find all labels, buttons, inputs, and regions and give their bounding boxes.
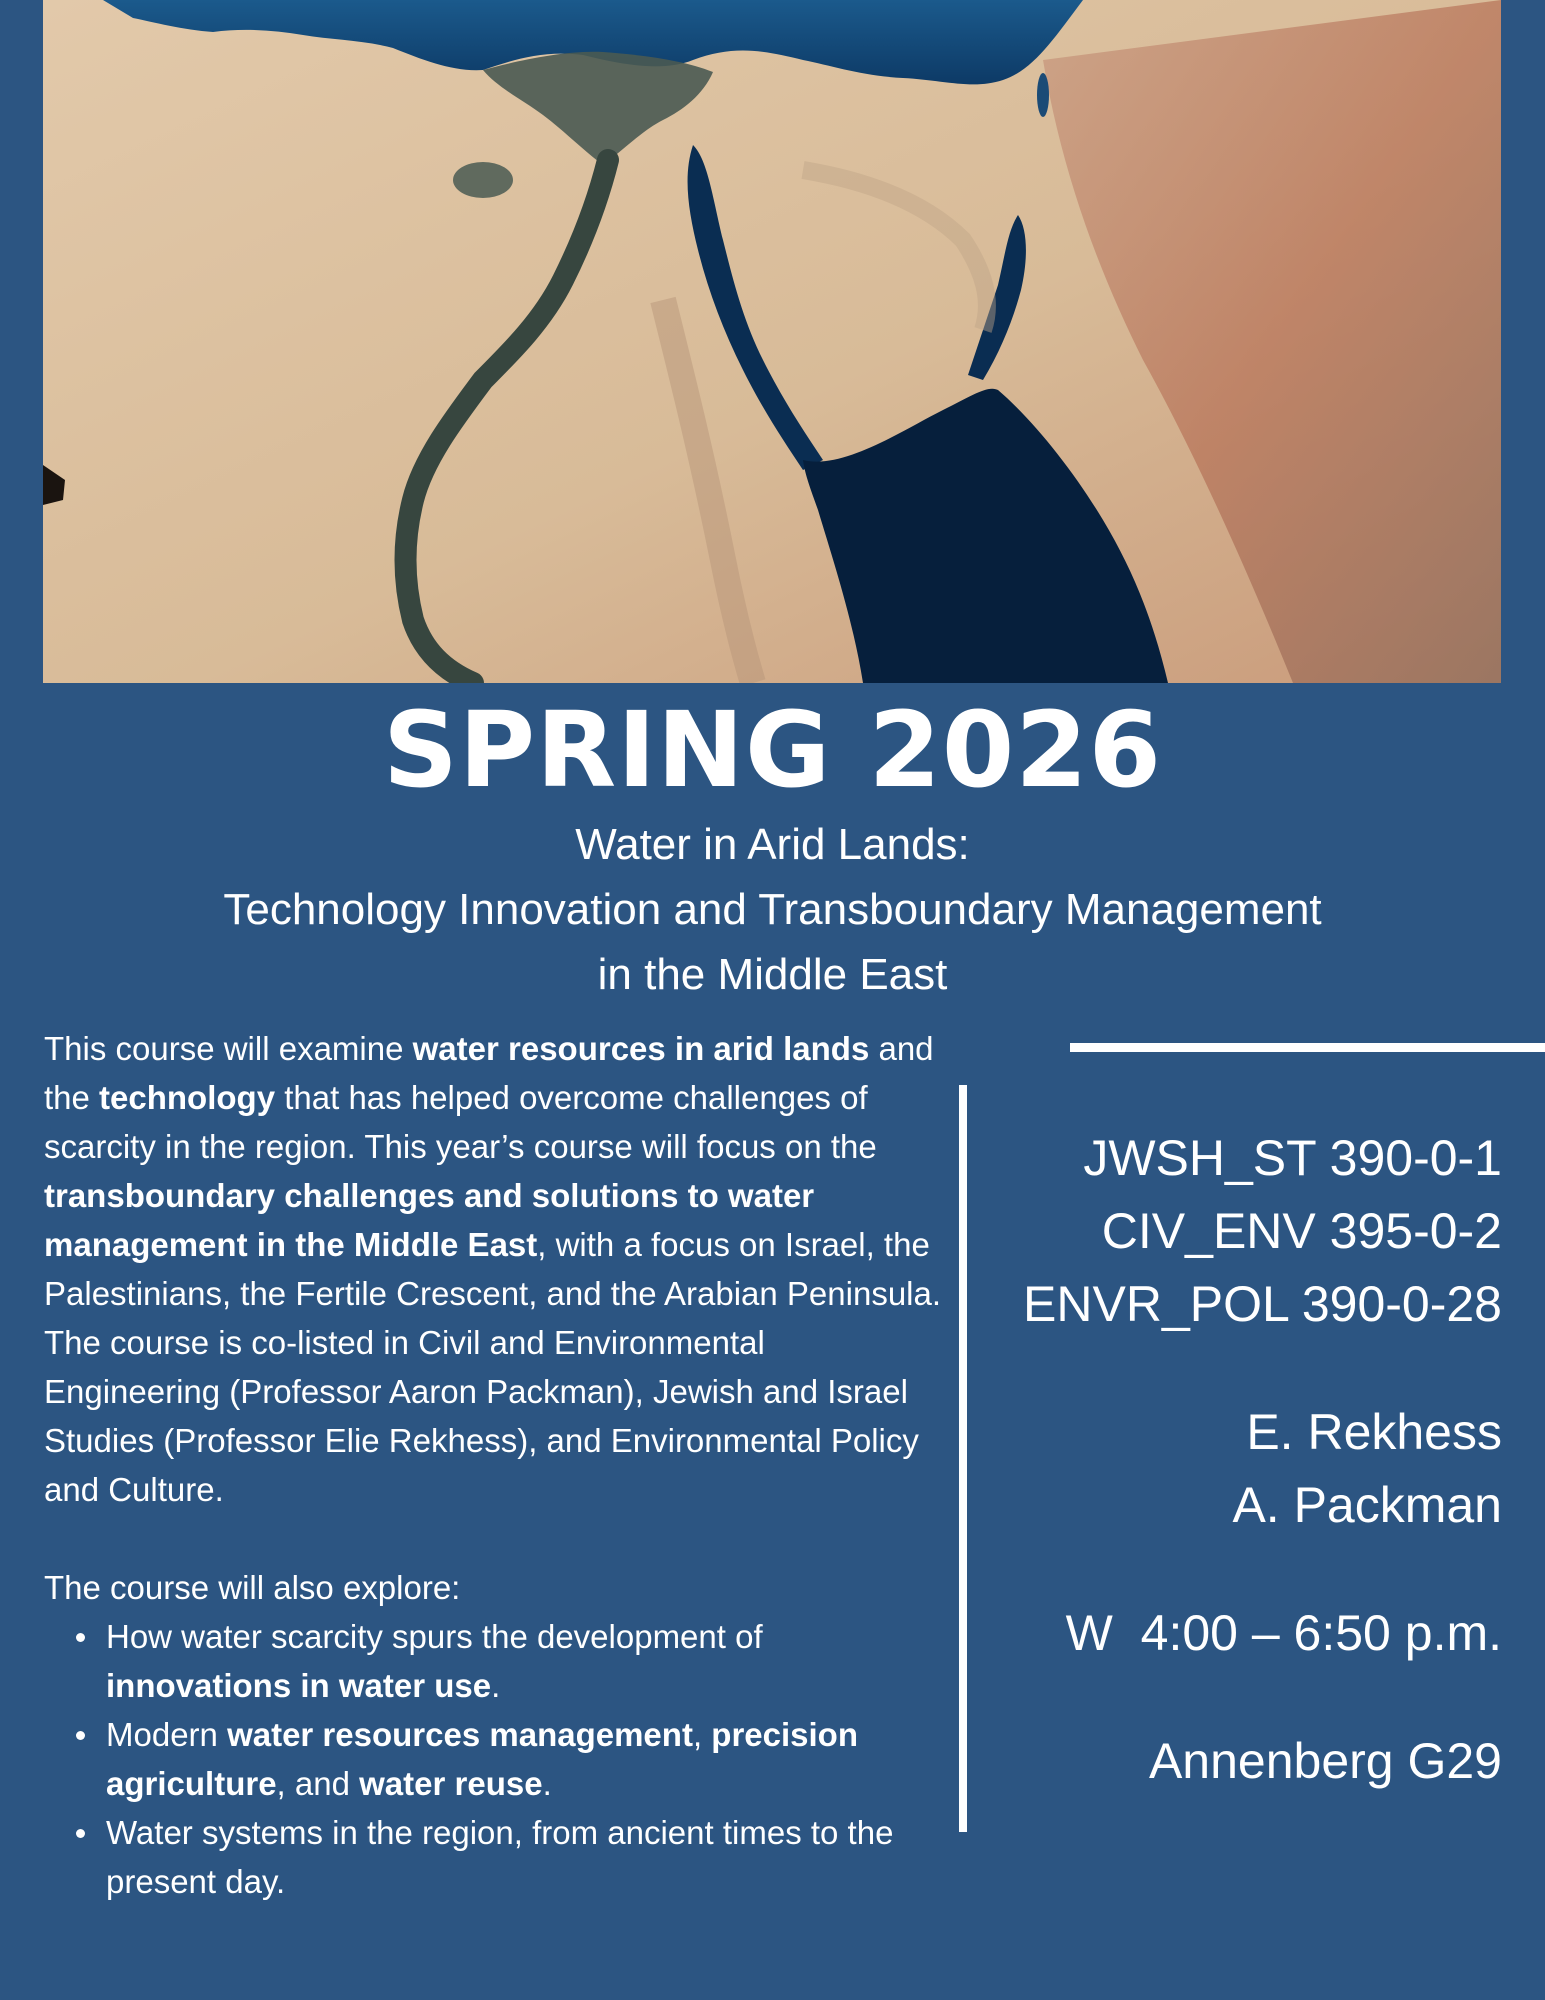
description-paragraph	[44, 1024, 944, 1514]
desc-text: This course will examine	[44, 1030, 413, 1067]
bullet-text: , and	[276, 1765, 360, 1802]
course-title-line-1: Water in Arid Lands:	[575, 820, 970, 869]
bullet-emphasis: water resources management	[227, 1716, 693, 1753]
course-title	[0, 812, 1545, 1007]
bullet-text: ,	[692, 1716, 712, 1753]
course-description	[44, 1024, 944, 1906]
bullet-text: Water systems in the region, from ancient times to the present day.	[106, 1814, 894, 1900]
desc-emphasis: technology	[99, 1079, 276, 1116]
schedule	[942, 1597, 1502, 1670]
course-codes	[942, 1122, 1502, 1341]
instructor-name: E. Rekhess	[1246, 1404, 1502, 1460]
hero-satellite-image	[43, 0, 1501, 683]
bullet-text: Modern	[106, 1716, 228, 1753]
satellite-map-illustration	[43, 0, 1501, 683]
bullet-emphasis: water reuse	[359, 1765, 543, 1802]
bullet-text: How water scarcity spurs the development of	[106, 1618, 763, 1655]
course-title-line-3: in the Middle East	[597, 950, 948, 999]
horizontal-divider	[1070, 1043, 1545, 1052]
course-code: ENVR_POL 390-0-28	[1023, 1276, 1502, 1332]
bullet-emphasis: precision agriculture	[106, 1716, 858, 1802]
instructor-name: A. Packman	[1232, 1477, 1502, 1533]
bullet-text: .	[542, 1765, 552, 1802]
bullet-item	[106, 1808, 944, 1906]
desc-text: , with a focus on Israel, the Palestinians, the Fertile Crescent, and the Arabian Peninsula. The course is co-listed in Civil and Environmental Engineering (Professor Aaron Packman), Jewish and Israel Studies (Professor Elie Rekhess), and Environmental Policy and Culture.	[44, 1226, 942, 1508]
paragraph-spacer	[44, 1514, 944, 1563]
location	[942, 1725, 1502, 1798]
course-code: JWSH_ST 390-0-1	[1083, 1130, 1502, 1186]
bullet-emphasis: innovations in water use	[106, 1667, 492, 1704]
room: Annenberg G29	[1148, 1733, 1502, 1789]
explore-intro: The course will also explore:	[44, 1569, 461, 1606]
instructors	[942, 1396, 1502, 1542]
season-heading: SPRING 2026	[383, 689, 1162, 811]
desc-text: and the	[44, 1030, 934, 1116]
bullet-item	[106, 1612, 944, 1710]
bullet-item	[106, 1710, 944, 1808]
desc-emphasis: transboundary challenges and solutions to water management in the Middle East	[44, 1177, 815, 1263]
desc-text: that has helped overcome challenges of scarcity in the region. This year’s course will focus on the	[44, 1079, 877, 1165]
bullet-text: .	[491, 1667, 501, 1704]
meeting-time: W 4:00 – 6:50 p.m.	[1065, 1605, 1502, 1661]
explore-bullet-list	[44, 1612, 944, 1906]
desc-emphasis: water resources in arid lands	[412, 1030, 870, 1067]
course-title-line-2: Technology Innovation and Transboundary Management	[223, 885, 1322, 934]
course-info-panel	[942, 1122, 1502, 1853]
course-code: CIV_ENV 395-0-2	[1101, 1203, 1502, 1259]
